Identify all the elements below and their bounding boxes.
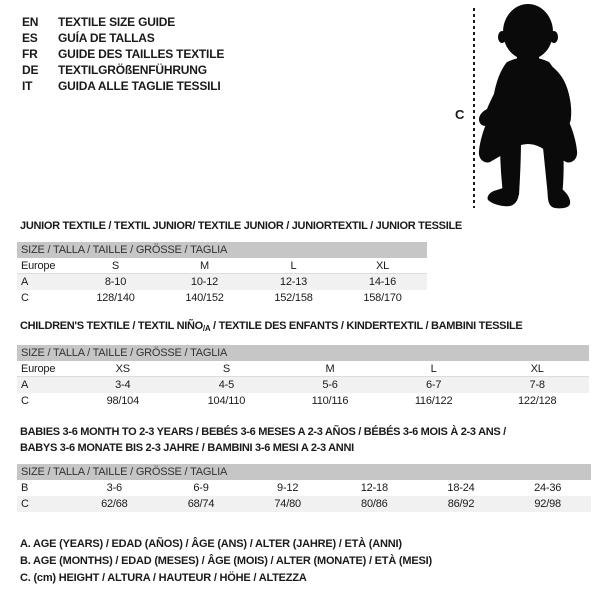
table-cell: 3-6 [106, 482, 122, 494]
table-row [17, 480, 591, 496]
table-cell: M [200, 260, 209, 272]
language-label: TEXTILGRÖßENFÜHRUNG [58, 63, 207, 77]
table-cell: 4-5 [218, 379, 235, 391]
table-cell: 98/104 [106, 395, 140, 407]
babies-table-title [20, 424, 506, 456]
row-label: C [21, 292, 29, 304]
table-row [17, 258, 427, 274]
table-cell: 62/68 [101, 498, 128, 510]
height-measure-label: C [455, 107, 465, 122]
table-cell: 14-16 [368, 276, 397, 288]
language-label: GUÍA DE TALLAS [58, 31, 155, 45]
table-cell: XS [115, 363, 130, 375]
language-row [22, 78, 224, 94]
table-cell: 18-24 [447, 482, 475, 494]
size-header-bar: SIZE / TALLA / TAILLE / GRÖSSE / TAGLIA [17, 464, 591, 480]
table-cell: XL [530, 363, 544, 375]
table-row [17, 361, 589, 377]
row-label: A [21, 379, 29, 391]
table-cell: 158/170 [363, 292, 402, 304]
table-cell: 152/158 [274, 292, 313, 304]
language-code: IT [22, 79, 33, 93]
table-cell: 24-36 [534, 482, 562, 494]
table-cell: 92/98 [534, 498, 561, 510]
table-cell: M [325, 363, 335, 375]
table-cell: 6-9 [193, 482, 209, 494]
table-cell: 110/116 [311, 395, 349, 407]
table-cell: 122/128 [518, 395, 557, 407]
language-row [22, 62, 224, 78]
table-row [17, 496, 591, 512]
junior-size-table [17, 242, 427, 306]
measurement-legend [20, 536, 432, 587]
table-row [17, 274, 427, 290]
row-label: B [21, 482, 29, 494]
table-cell: 116/122 [414, 395, 453, 407]
language-list [22, 14, 224, 94]
language-label: GUIDE DES TAILLES TEXTILE [58, 47, 225, 61]
subscript-text: /A [202, 324, 211, 333]
language-code: FR [22, 47, 38, 61]
table-cell: 12-13 [279, 276, 308, 288]
table-cell: 74/80 [274, 498, 301, 510]
table-cell: S [222, 363, 230, 375]
babies-size-table [17, 464, 591, 512]
table-cell: 68/74 [187, 498, 215, 510]
babies-title-line1: BABIES 3-6 MONTH TO 2-3 YEARS / BEBÉS 3-6 MESES A 2-3 AÑOS / BÉBÉS 3-6 MOIS À 2-3 ANS / [20, 426, 506, 438]
table-cell: 9-12 [277, 482, 299, 494]
table-cell: 128/140 [96, 292, 135, 304]
table-cell: 8-10 [104, 276, 127, 288]
table-cell: 86/92 [447, 498, 475, 510]
table-cell: 104/110 [207, 395, 246, 407]
babies-title-line2: BABYS 3-6 MONATE BIS 2-3 JAHRE / BAMBINI 3-6 MESI A 2-3 ANNI [20, 442, 354, 454]
language-code: DE [22, 63, 39, 77]
table-cell: 6-7 [425, 379, 442, 391]
junior-table-title: JUNIOR TEXTILE / TEXTIL JUNIOR/ TEXTILE JUNIOR / JUNIORTEXTIL / JUNIOR TESSILE [20, 220, 462, 232]
row-label: C [21, 395, 29, 407]
table-cell: 3-4 [115, 379, 131, 391]
table-cell: 5-6 [322, 379, 338, 391]
children-table-title: CHILDREN'S TEXTILE / TEXTIL NIÑO/A / TEXTILE DES ENFANTS / KINDERTEXTIL / BAMBINI TESSILE [20, 320, 523, 333]
language-row [22, 30, 224, 46]
row-label: C [21, 498, 29, 510]
table-cell: XL [375, 260, 390, 272]
language-label: TEXTILE SIZE GUIDE [58, 15, 176, 29]
language-row [22, 46, 224, 62]
baby-silhouette-icon [475, 0, 600, 210]
language-label: GUIDA ALLE TAGLIE TESSILI [58, 79, 221, 93]
language-row [22, 14, 224, 30]
table-row [17, 377, 589, 393]
size-header-bar: SIZE / TALLA / TAILLE / GRÖSSE / TAGLIA [17, 345, 589, 361]
table-cell: 140/152 [185, 292, 224, 304]
language-code: EN [22, 15, 39, 29]
table-cell: L [290, 260, 297, 272]
legend-line-c: C. (cm) HEIGHT / ALTURA / HAUTEUR / HÖHE / ALTEZZA [20, 572, 307, 584]
size-header-bar: SIZE / TALLA / TAILLE / GRÖSSE / TAGLIA [17, 242, 427, 258]
table-row [17, 290, 427, 306]
row-label: A [21, 276, 29, 288]
legend-line-a: A. AGE (YEARS) / EDAD (AÑOS) / ÂGE (ANS) / ALTER (JAHRE) / ETÀ (ANNI) [20, 538, 402, 550]
table-cell: 12-18 [360, 482, 388, 494]
row-label: Europe [21, 260, 56, 272]
legend-line-b: B. AGE (MONTHS) / EDAD (MESES) / ÂGE (MOIS) / ALTER (MONATE) / ETÀ (MESI) [20, 555, 432, 567]
children-size-table [17, 345, 589, 409]
table-cell: L [430, 363, 437, 375]
language-code: ES [22, 31, 38, 45]
table-cell: S [111, 260, 120, 272]
table-cell: 10-12 [190, 276, 219, 288]
table-row [17, 393, 589, 409]
table-cell: 80/86 [361, 498, 388, 510]
table-cell: 7-8 [529, 379, 545, 391]
row-label: Europe [21, 363, 56, 375]
